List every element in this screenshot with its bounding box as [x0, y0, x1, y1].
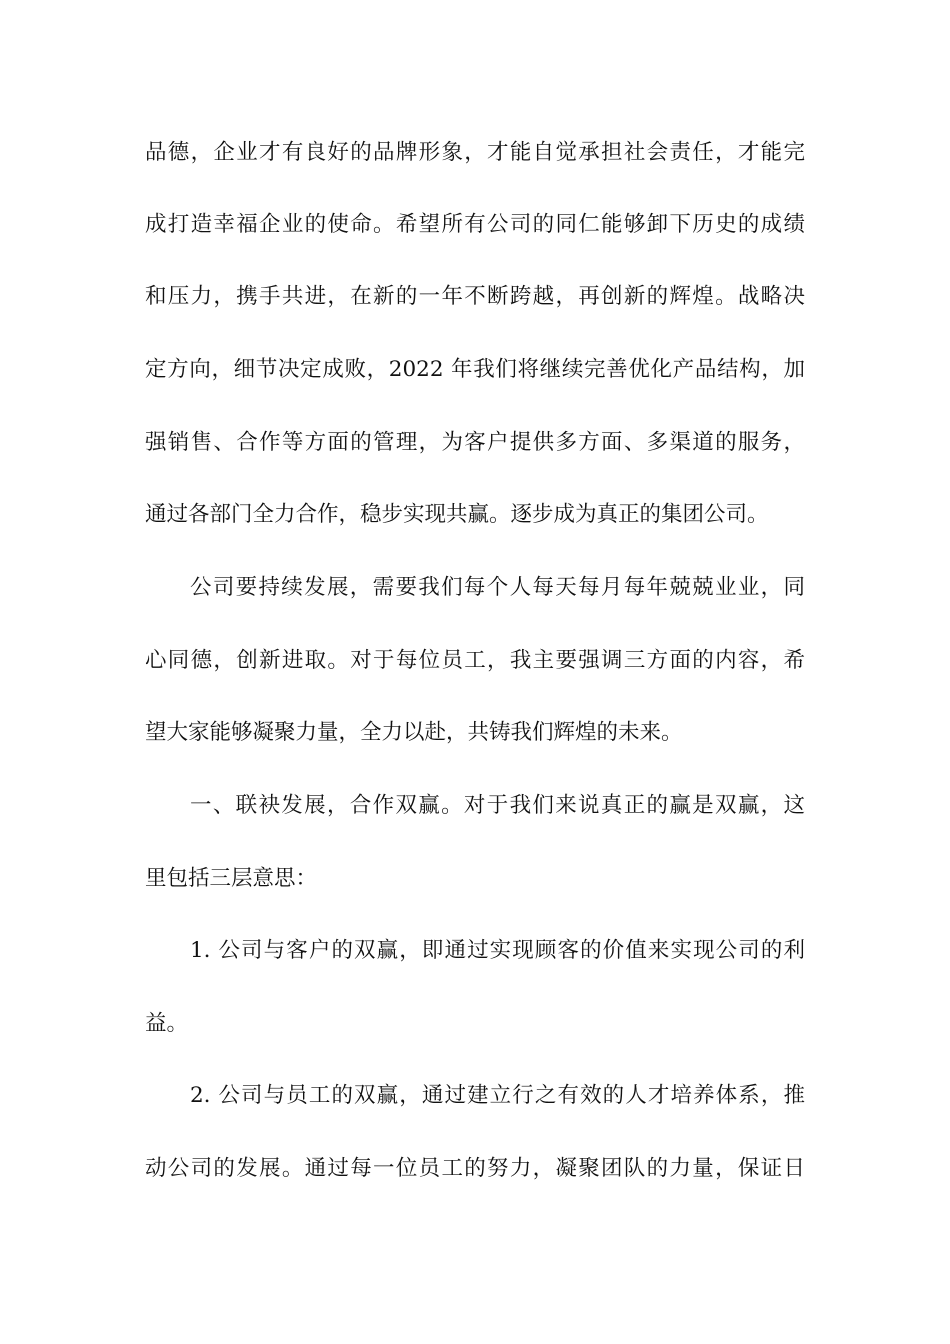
- list-item-2: 2. 公司与员工的双赢，通过建立行之有效的人才培养体系，推: [190, 1083, 805, 1108]
- text-line: 强销售、合作等方面的管理，为客户提供多方面、多渠道的服务，: [145, 430, 805, 455]
- list-item-1: 1. 公司与客户的双赢，即通过实现顾客的价值来实现公司的利: [190, 938, 805, 963]
- text-line: 里包括三层意思：: [145, 866, 318, 891]
- text-line: 动公司的发展。通过每一位员工的努力，凝聚团队的力量，保证日: [145, 1156, 805, 1181]
- paragraph-first-line: 公司要持续发展，需要我们每个人每天每月每年兢兢业业，同: [190, 575, 805, 600]
- text-line: 望大家能够凝聚力量，全力以赴，共铸我们辉煌的未来。: [145, 720, 683, 745]
- section-heading-line: 一、联袂发展，合作双赢。对于我们来说真正的赢是双赢，这: [190, 793, 805, 818]
- text-line: 益。: [145, 1011, 189, 1036]
- text-line: 定方向，细节决定成败，2022 年我们将继续完善优化产品结构，加: [145, 357, 805, 382]
- text-line: 心同德，创新进取。对于每位员工，我主要强调三方面的内容，希: [145, 648, 805, 673]
- text-line: 通过各部门全力合作，稳步实现共赢。逐步成为真正的集团公司。: [145, 502, 769, 527]
- text-line: 成打造幸福企业的使命。希望所有公司的同仁能够卸下历史的成绩: [145, 212, 805, 237]
- text-line: 品德，企业才有良好的品牌形象，才能自觉承担社会责任，才能完: [145, 140, 805, 165]
- text-line: 和压力，携手共进，在新的一年不断跨越，再创新的辉煌。战略决: [145, 284, 805, 309]
